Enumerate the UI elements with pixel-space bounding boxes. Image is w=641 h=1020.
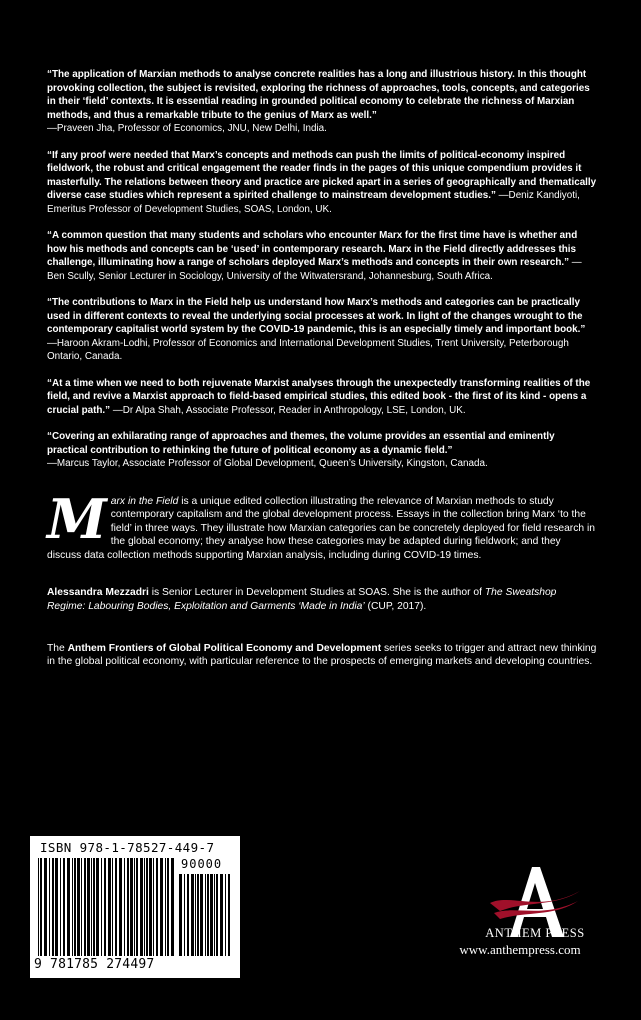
- barcode-bar: [195, 874, 196, 956]
- barcode-bar: [63, 858, 65, 956]
- endorsement: “The contributions to Marx in the Field help us understand how Marx’s methods and categories can be practically used in different contexts to reveal the underlying social processes at work. In light of the changes wrought to the contemporary capitalist world system by the COVID-19 pandemic, this is an especially timely and important book.” —Haroon Akram-Lodhi, Professor of Economics and International Development Studies, Trent University, Peterborough Ontario, Canada.: [47, 297, 586, 362]
- author-book-title: The Sweatshop Regime: Labouring Bodies, Exploitation and Garments ‘Made in India’: [47, 587, 557, 613]
- description-text: is a unique edited collection illustrating the relevance of Marxian methods to study contemporary capitalism and the global development process. Essays in the collection bring Marx ‘to the field’ in three ways. They illustrate how Marxian categories can be concretely deployed for field research in the global economy; they analyse how these categories may be adapted during fieldwork; and they discuss data collection methods supporting Marxian analysis, including during COVID-19 times.: [47, 495, 595, 561]
- cover-text: [47, 68, 597, 669]
- barcode-bar: [112, 858, 113, 956]
- endorsements: [47, 68, 597, 471]
- dropcap-letter: M: [47, 486, 107, 551]
- ean-barcode-bars: [38, 858, 176, 956]
- barcode-bar: [91, 858, 92, 956]
- barcode-bar: [136, 858, 138, 956]
- barcode-bar: [55, 858, 58, 956]
- barcode-bar: [130, 858, 133, 956]
- barcode-bar: [205, 874, 206, 956]
- barcode-bar: [225, 874, 226, 956]
- barcode-bar: [84, 858, 86, 956]
- barcode-bar: [214, 874, 215, 956]
- barcode-bar: [124, 858, 125, 956]
- ean-digits: 9 781785 274497: [34, 957, 155, 972]
- endorsement: “At a time when we need to both rejuvenate Marxist analyses through the unexpectedly transforming realities of the field, and revive a Marxist approach to field-based empirical studies, this edited book - the first of its kind - opens a crucial path.” —Dr Alpa Shah, Associate Professor, Reader in Anthropology, LSE, London, UK.: [47, 377, 591, 416]
- barcode-bar: [40, 858, 42, 956]
- barcode-bar: [38, 858, 39, 956]
- endorsement: “A common question that many students and scholars who encounter Marx for the first time have is whether and how his methods and concepts can be ‘used’ in contemporary research. Marx in the Field directly addresses this challenge, illuminating how a range of scholars deployed Marx’s methods and concepts in their own research.” —Ben Scully, Senior Lecturer in Sociology, University of the Witwatersrand, Johannesburg, South Africa.: [47, 230, 582, 282]
- publisher-url: www.anthempress.com: [459, 942, 581, 957]
- barcode-bar: [228, 874, 230, 956]
- barcode-bar: [119, 858, 122, 956]
- barcode-bar: [72, 858, 73, 956]
- barcode-bar: [44, 858, 47, 956]
- endorsement: “If any proof were needed that Marx’s concepts and methods can push the limits of political-economy inspired fieldwork, the robust and critical engagement the reader finds in the pages of this unique compendium provides it masterfully. The relations between theory and practice are picked apart in a series of geographically and thematically diverse case studies which represent a spirited challenge to mainstream development studies.” —Deniz Kandiyoti, Emeritus Professor of Development Studies, SOAS, London, UK.: [47, 149, 597, 215]
- barcode-bar: [167, 858, 169, 956]
- isbn-text: ISBN 978-1-78527-449-7: [40, 840, 215, 855]
- barcode-bar: [60, 858, 61, 956]
- barcode-bar: [144, 858, 145, 956]
- barcode-bar: [191, 874, 194, 956]
- barcode-bar: [81, 858, 82, 956]
- barcode-bar: [216, 874, 218, 956]
- book-title-inline: arx in the Field: [110, 495, 179, 507]
- addon-barcode-bars: [179, 874, 235, 956]
- publisher-name: ANTHEM PRESS: [485, 926, 585, 940]
- barcode-bar: [156, 858, 158, 956]
- barcode-bar: [115, 858, 117, 956]
- endorsement: “Covering an exhilarating range of approaches and themes, the volume provides an essential and eminently practical contribution to rethinking the future of political economy as a dynamic field.” —Marcus Taylor, Associate Professor of Global Development, Queen’s University, Kingston, Canada.: [47, 431, 555, 469]
- price-addon-digits: 90000: [181, 857, 223, 871]
- barcode-bar: [165, 858, 166, 956]
- book-description: [47, 486, 597, 563]
- barcode-bar: [149, 858, 152, 956]
- barcode-bar: [93, 858, 95, 956]
- barcode-bar: [179, 874, 182, 956]
- barcode-bar: [77, 858, 80, 956]
- barcode-bar: [210, 874, 213, 956]
- barcode-bar: [207, 874, 209, 956]
- barcode-bar: [52, 858, 54, 956]
- barcode-bar: [49, 858, 50, 956]
- barcode-bar: [96, 858, 99, 956]
- barcode-bar: [104, 858, 106, 956]
- barcode-bar: [127, 858, 129, 956]
- barcode-bar: [101, 858, 102, 956]
- barcode-bar: [160, 858, 163, 956]
- barcode-bar: [200, 874, 203, 956]
- barcode-bar: [153, 858, 154, 956]
- author-name: Alessandra Mezzadri: [47, 587, 149, 599]
- author-bio: Alessandra Mezzadri is Senior Lecturer in Development Studies at SOAS. She is the author of The Sweatshop Regime: Labouring Bodies, Exploitation and Garments ‘Made in India’ (CUP, 2017).: [47, 587, 557, 613]
- barcode-bar: [140, 858, 143, 956]
- series-name: Anthem Frontiers of Global Political Economy and Development: [67, 642, 382, 654]
- barcode-bar: [197, 874, 199, 956]
- barcode-bar: [146, 858, 148, 956]
- barcode-bar: [220, 874, 223, 956]
- barcode-bar: [134, 858, 135, 956]
- barcode-bar: [74, 858, 76, 956]
- barcode-bar: [87, 858, 90, 956]
- barcode-bar: [171, 858, 174, 956]
- barcode-bar: [184, 874, 185, 956]
- isbn-barcode: [30, 836, 240, 978]
- barcode-bar: [67, 858, 70, 956]
- series-note: The Anthem Frontiers of Global Political Economy and Development series seeks to trigger and attract new thinking in the global political economy, with particular reference to the prospects of emerging markets and developing countries.: [47, 642, 597, 668]
- endorsement: “The application of Marxian methods to analyse concrete realities has a long and illustrious history. In this thought provoking collection, the subject is revisited, exploring the richness of approaches, tools, concepts, and categories in their ‘field’ contexts. It is essential reading in grounded political economy to celebrate the richness of Marxian methods, and thus a remarkable tribute to the genius of Marx as well.” —Praveen Jha, Professor of Economics, JNU, New Delhi, India.: [47, 69, 590, 134]
- barcode-bar: [108, 858, 111, 956]
- barcode-bar: [187, 874, 189, 956]
